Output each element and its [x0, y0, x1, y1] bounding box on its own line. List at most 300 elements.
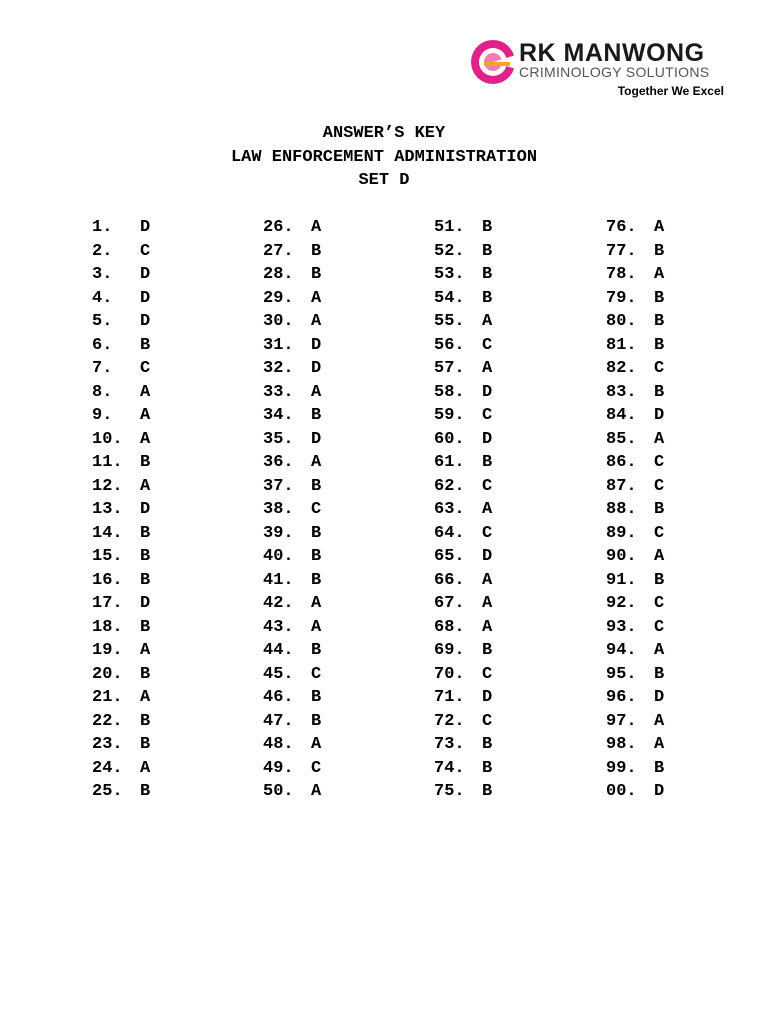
answer-letter: A — [140, 429, 151, 449]
answer-letter: C — [482, 335, 493, 355]
question-number: 79. — [606, 288, 637, 308]
answer-letter: D — [311, 335, 322, 355]
question-number: 9. — [92, 406, 113, 425]
answer-row — [606, 686, 665, 710]
answer-row — [263, 357, 322, 381]
document-title: ANSWER’S KEY — [322, 124, 446, 143]
answer-letter: A — [482, 312, 493, 331]
answer-letter: A — [482, 500, 493, 519]
answer-row — [434, 663, 493, 687]
answer-letter: B — [482, 218, 493, 237]
answer-row — [92, 240, 151, 264]
answer-row — [434, 404, 493, 428]
answer-letter: B — [311, 711, 322, 731]
answer-row — [434, 592, 493, 616]
answer-letter: B — [311, 241, 322, 261]
answer-letter: A — [654, 711, 665, 731]
question-number: 35. — [263, 429, 294, 449]
answer-letter: A — [311, 617, 322, 637]
answer-row — [606, 216, 665, 240]
answer-row — [92, 733, 151, 757]
question-number: 67. — [434, 594, 465, 613]
answer-row — [92, 498, 151, 522]
answer-row — [92, 263, 151, 287]
answer-letter: D — [654, 688, 665, 707]
question-number: 50. — [263, 782, 294, 801]
answer-column — [263, 216, 322, 804]
answer-row — [263, 334, 322, 358]
question-number: 53. — [434, 265, 465, 284]
answer-letter: C — [311, 758, 322, 778]
question-number: 90. — [606, 547, 637, 566]
answer-row — [263, 263, 322, 287]
answer-row — [263, 287, 322, 311]
question-number: 65. — [434, 547, 465, 566]
question-number: 86. — [606, 453, 637, 472]
question-number: 5. — [92, 312, 113, 331]
answer-row — [606, 475, 665, 499]
answer-column — [434, 216, 493, 804]
answer-letter: A — [311, 453, 322, 472]
answer-row — [434, 686, 493, 710]
answer-letter: B — [482, 782, 493, 801]
answer-letter: B — [311, 523, 322, 543]
answer-row — [263, 780, 322, 804]
answer-row — [606, 710, 665, 734]
logo-ring-icon — [470, 39, 516, 85]
question-number: 17. — [92, 594, 123, 613]
question-number: 14. — [92, 523, 123, 543]
answer-row — [92, 592, 151, 616]
answer-letter: B — [482, 641, 493, 660]
answer-letter: D — [140, 500, 151, 519]
answer-letter: C — [482, 664, 493, 684]
answer-row — [434, 451, 493, 475]
question-number: 98. — [606, 735, 637, 754]
answer-letter: D — [311, 359, 322, 378]
question-number: 59. — [434, 406, 465, 425]
answer-row — [263, 592, 322, 616]
question-number: 63. — [434, 500, 465, 519]
brand-name: RK MANWONG — [519, 39, 705, 67]
answer-row — [92, 663, 151, 687]
answer-row — [434, 357, 493, 381]
question-number: 2. — [92, 241, 113, 261]
question-number: 8. — [92, 382, 113, 402]
answer-row — [606, 733, 665, 757]
answer-row — [434, 710, 493, 734]
answer-letter: A — [654, 218, 665, 237]
question-number: 19. — [92, 641, 123, 660]
answer-letter: A — [140, 641, 151, 660]
answer-row — [92, 639, 151, 663]
answer-row — [263, 310, 322, 334]
question-number: 26. — [263, 218, 294, 237]
answer-row — [434, 733, 493, 757]
question-number: 51. — [434, 218, 465, 237]
answer-row — [606, 780, 665, 804]
question-number: 62. — [434, 476, 465, 496]
answer-letter: B — [654, 382, 665, 402]
answer-row — [606, 240, 665, 264]
answer-row — [92, 686, 151, 710]
answer-row — [434, 616, 493, 640]
question-number: 6. — [92, 335, 113, 355]
answer-letter: B — [140, 335, 151, 355]
answer-letter: B — [140, 570, 151, 590]
question-number: 81. — [606, 335, 637, 355]
question-number: 93. — [606, 617, 637, 637]
question-number: 18. — [92, 617, 123, 637]
answer-letter: B — [311, 265, 322, 284]
answer-row — [434, 780, 493, 804]
answer-row — [606, 522, 665, 546]
answer-row — [434, 334, 493, 358]
answer-row — [606, 310, 665, 334]
answer-row — [92, 616, 151, 640]
answer-letter: B — [654, 312, 665, 331]
question-number: 11. — [92, 453, 123, 472]
question-number: 89. — [606, 523, 637, 543]
answer-letter: D — [482, 547, 493, 566]
answer-letter: D — [482, 382, 493, 402]
answer-row — [263, 475, 322, 499]
document-set: SET D — [358, 171, 410, 190]
answer-row — [606, 757, 665, 781]
question-number: 37. — [263, 476, 294, 496]
question-number: 49. — [263, 758, 294, 778]
answer-row — [434, 498, 493, 522]
question-number: 97. — [606, 711, 637, 731]
question-number: 15. — [92, 547, 123, 566]
answer-letter: B — [482, 241, 493, 261]
question-number: 36. — [263, 453, 294, 472]
answer-letter: A — [311, 594, 322, 613]
answer-letter: D — [140, 265, 151, 284]
answer-letter: A — [311, 288, 322, 308]
answer-letter: A — [482, 617, 493, 637]
answer-letter: C — [482, 523, 493, 543]
answer-letter: D — [140, 288, 151, 308]
document-title-block — [0, 122, 768, 193]
answer-row — [434, 310, 493, 334]
answer-letter: A — [140, 688, 151, 707]
question-number: 20. — [92, 664, 123, 684]
answer-letter: B — [654, 570, 665, 590]
answer-letter: B — [140, 711, 151, 731]
question-number: 24. — [92, 758, 123, 778]
answer-row — [92, 216, 151, 240]
answer-letter: C — [140, 359, 151, 378]
answer-row — [263, 451, 322, 475]
answer-row — [92, 310, 151, 334]
question-number: 95. — [606, 664, 637, 684]
question-number: 78. — [606, 265, 637, 284]
answer-row — [606, 639, 665, 663]
answer-letter: C — [654, 476, 665, 496]
question-number: 1. — [92, 218, 113, 237]
question-number: 75. — [434, 782, 465, 801]
answer-row — [606, 569, 665, 593]
answer-letter: D — [140, 312, 151, 331]
answer-letter: C — [311, 664, 322, 684]
brand-subtitle: CRIMINOLOGY SOLUTIONS — [519, 64, 710, 80]
question-number: 72. — [434, 711, 465, 731]
question-number: 54. — [434, 288, 465, 308]
answer-row — [434, 287, 493, 311]
answer-row — [606, 404, 665, 428]
answer-row — [263, 216, 322, 240]
answer-row — [606, 263, 665, 287]
answer-letter: A — [654, 547, 665, 566]
question-number: 34. — [263, 406, 294, 425]
answer-row — [263, 733, 322, 757]
question-number: 21. — [92, 688, 123, 707]
answer-letter: B — [311, 688, 322, 707]
question-number: 82. — [606, 359, 637, 378]
question-number: 69. — [434, 641, 465, 660]
answer-letter: B — [654, 758, 665, 778]
answer-letter: A — [311, 735, 322, 754]
answer-row — [263, 663, 322, 687]
answer-letter: B — [482, 288, 493, 308]
question-number: 47. — [263, 711, 294, 731]
answer-grid — [0, 216, 768, 816]
answer-letter: B — [482, 453, 493, 472]
answer-letter: B — [654, 288, 665, 308]
answer-letter: A — [311, 782, 322, 801]
answer-letter: B — [140, 782, 151, 801]
question-number: 70. — [434, 664, 465, 684]
answer-letter: A — [482, 594, 493, 613]
answer-row — [434, 522, 493, 546]
answer-row — [92, 757, 151, 781]
question-number: 64. — [434, 523, 465, 543]
answer-letter: B — [140, 617, 151, 637]
question-number: 76. — [606, 218, 637, 237]
answer-letter: D — [482, 429, 493, 449]
answer-letter: C — [140, 241, 151, 261]
answer-letter: B — [654, 335, 665, 355]
answer-row — [606, 545, 665, 569]
answer-column — [92, 216, 151, 804]
question-number: 4. — [92, 288, 113, 308]
document-subject: LAW ENFORCEMENT ADMINISTRATION — [230, 147, 538, 167]
question-number: 85. — [606, 429, 637, 449]
answer-letter: D — [654, 782, 665, 801]
question-number: 33. — [263, 382, 294, 402]
answer-letter: A — [654, 735, 665, 754]
answer-letter: A — [140, 476, 151, 496]
answer-letter: A — [654, 265, 665, 284]
answer-column — [606, 216, 665, 804]
question-number: 28. — [263, 265, 294, 284]
question-number: 56. — [434, 335, 465, 355]
question-number: 68. — [434, 617, 465, 637]
question-number: 71. — [434, 688, 465, 707]
question-number: 96. — [606, 688, 637, 707]
answer-letter: B — [311, 547, 322, 566]
answer-letter: D — [482, 688, 493, 707]
answer-letter: B — [311, 406, 322, 425]
answer-row — [92, 710, 151, 734]
answer-letter: D — [654, 406, 665, 425]
answer-letter: A — [654, 429, 665, 449]
answer-row — [434, 475, 493, 499]
answer-row — [263, 522, 322, 546]
answer-letter: A — [482, 359, 493, 378]
question-number: 43. — [263, 617, 294, 637]
question-number: 41. — [263, 570, 294, 590]
answer-row — [92, 451, 151, 475]
answer-letter: D — [140, 594, 151, 613]
answer-letter: B — [482, 265, 493, 284]
answer-letter: B — [654, 664, 665, 684]
answer-row — [92, 522, 151, 546]
answer-letter: A — [654, 641, 665, 660]
answer-letter: A — [311, 218, 322, 237]
answer-row — [92, 404, 151, 428]
answer-row — [92, 428, 151, 452]
answer-row — [263, 240, 322, 264]
answer-row — [263, 428, 322, 452]
question-number: 88. — [606, 500, 637, 519]
question-number: 99. — [606, 758, 637, 778]
question-number: 7. — [92, 359, 113, 378]
question-number: 30. — [263, 312, 294, 331]
answer-letter: C — [482, 711, 493, 731]
answer-row — [606, 498, 665, 522]
answer-row — [606, 428, 665, 452]
answer-row — [434, 757, 493, 781]
answer-letter: B — [311, 476, 322, 496]
answer-row — [263, 498, 322, 522]
answer-letter: B — [140, 735, 151, 754]
answer-row — [434, 216, 493, 240]
answer-row — [263, 616, 322, 640]
question-number: 58. — [434, 382, 465, 402]
question-number: 80. — [606, 312, 637, 331]
answer-letter: C — [482, 406, 493, 425]
answer-row — [606, 616, 665, 640]
answer-row — [92, 475, 151, 499]
answer-row — [92, 287, 151, 311]
answer-row — [263, 757, 322, 781]
answer-row — [263, 639, 322, 663]
answer-letter: B — [140, 664, 151, 684]
question-number: 40. — [263, 547, 294, 566]
answer-row — [263, 545, 322, 569]
answer-row — [606, 381, 665, 405]
question-number: 29. — [263, 288, 294, 308]
question-number: 00. — [606, 782, 637, 801]
answer-letter: B — [311, 570, 322, 590]
question-number: 87. — [606, 476, 637, 496]
question-number: 92. — [606, 594, 637, 613]
question-number: 22. — [92, 711, 123, 731]
answer-row — [263, 710, 322, 734]
question-number: 94. — [606, 641, 637, 660]
question-number: 57. — [434, 359, 465, 378]
answer-row — [92, 569, 151, 593]
question-number: 74. — [434, 758, 465, 778]
answer-letter: C — [654, 453, 665, 472]
question-number: 91. — [606, 570, 637, 590]
answer-row — [263, 381, 322, 405]
question-number: 55. — [434, 312, 465, 331]
question-number: 13. — [92, 500, 123, 519]
answer-letter: B — [654, 241, 665, 261]
answer-letter: B — [482, 735, 493, 754]
answer-letter: D — [140, 218, 151, 237]
question-number: 3. — [92, 265, 113, 284]
answer-letter: C — [311, 500, 322, 519]
answer-row — [434, 240, 493, 264]
answer-row — [263, 569, 322, 593]
answer-row — [92, 780, 151, 804]
answer-letter: B — [482, 758, 493, 778]
answer-letter: B — [311, 641, 322, 660]
question-number: 39. — [263, 523, 294, 543]
question-number: 25. — [92, 782, 123, 801]
answer-letter: C — [482, 476, 493, 496]
question-number: 23. — [92, 735, 123, 754]
question-number: 44. — [263, 641, 294, 660]
question-number: 61. — [434, 453, 465, 472]
question-number: 77. — [606, 241, 637, 261]
answer-letter: A — [140, 758, 151, 778]
question-number: 84. — [606, 406, 637, 425]
answer-letter: A — [140, 406, 151, 425]
question-number: 83. — [606, 382, 637, 402]
question-number: 52. — [434, 241, 465, 261]
answer-letter: A — [140, 382, 151, 402]
question-number: 31. — [263, 335, 294, 355]
answer-row — [434, 428, 493, 452]
answer-letter: B — [140, 453, 151, 472]
answer-letter: B — [140, 547, 151, 566]
answer-row — [606, 592, 665, 616]
answer-letter: C — [654, 594, 665, 613]
question-number: 73. — [434, 735, 465, 754]
answer-row — [606, 334, 665, 358]
answer-letter: C — [654, 617, 665, 637]
question-number: 32. — [263, 359, 294, 378]
answer-row — [92, 381, 151, 405]
answer-row — [606, 357, 665, 381]
answer-letter: D — [311, 429, 322, 449]
answer-row — [92, 357, 151, 381]
answer-letter: A — [311, 312, 322, 331]
question-number: 16. — [92, 570, 123, 590]
question-number: 27. — [263, 241, 294, 261]
question-number: 48. — [263, 735, 294, 754]
question-number: 46. — [263, 688, 294, 707]
answer-row — [263, 404, 322, 428]
answer-row — [606, 663, 665, 687]
question-number: 66. — [434, 570, 465, 590]
question-number: 12. — [92, 476, 123, 496]
answer-letter: B — [140, 523, 151, 543]
answer-row — [606, 451, 665, 475]
answer-row — [92, 545, 151, 569]
answer-row — [606, 287, 665, 311]
tagline: Together We Excel — [617, 84, 724, 98]
answer-letter: A — [311, 382, 322, 402]
answer-letter: A — [482, 570, 493, 590]
answer-row — [434, 545, 493, 569]
answer-letter: C — [654, 359, 665, 378]
